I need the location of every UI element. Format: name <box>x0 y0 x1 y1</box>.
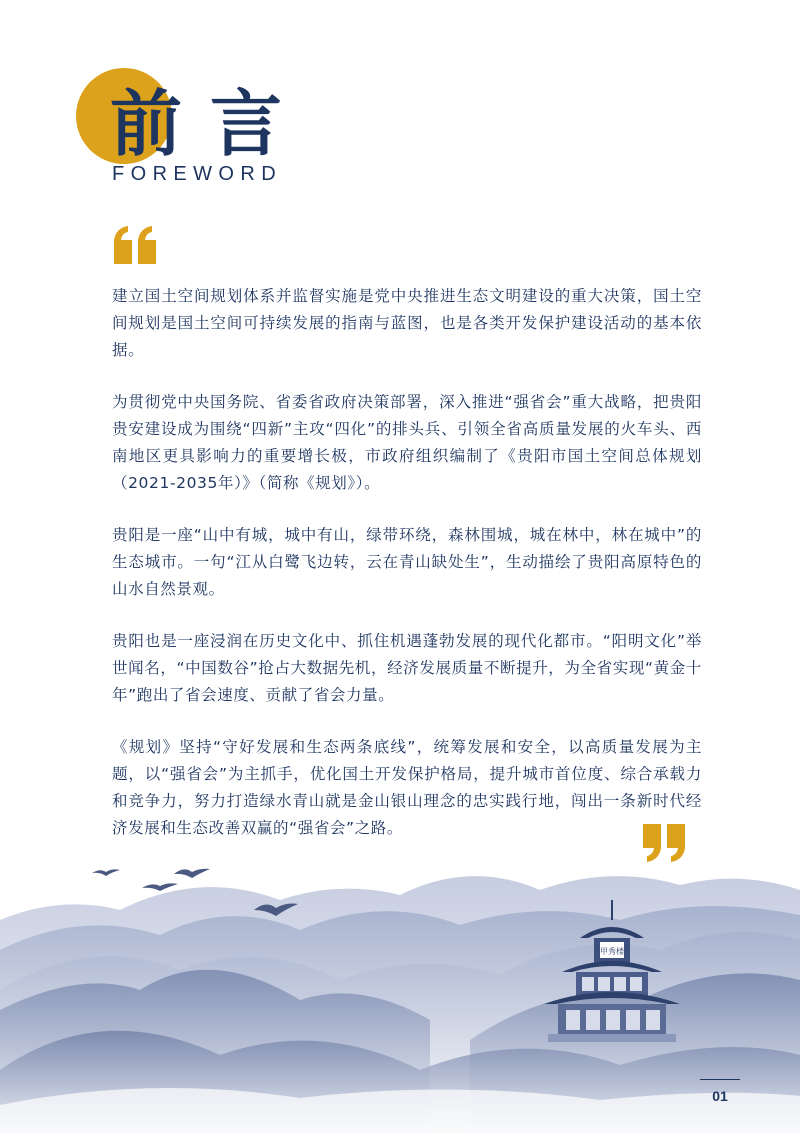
title-block <box>0 0 800 200</box>
paragraph: 贵阳是一座“山中有城，城中有山，绿带环绕，森林围城，城在林中，林在城中”的生态城市。一句“江从白鹭飞边转，云在青山缺处生”，生动描绘了贵阳高原特色的山水自然景观。 <box>112 526 702 598</box>
pavilion-sign: 甲秀楼 <box>600 947 624 956</box>
paragraph: 《规划》坚持“守好发展和生态两条底线”，统筹发展和安全，以高质量发展为主题，以“强省会”为主抓手，优化国土开发保护格局，提升城市首位度、综合承载力和竞争力，努力打造绿水青山就是金山银山理念的忠实践行地，闯出一条新时代经济发展和生态改善双赢的“强省会”之路。 <box>112 738 702 837</box>
mountain-landscape-illustration <box>0 840 800 1134</box>
paragraph: 建立国土空间规划体系并监督实施是党中央推进生态文明建设的重大决策，国土空间规划是国土空间可持续发展的指南与蓝图，也是各类开发保护建设活动的基本依据。 <box>112 287 702 359</box>
page-subtitle: FOREWORD <box>112 163 283 185</box>
paragraph: 贵阳也是一座浸润在历史文化中、抓住机遇蓬勃发展的现代化都市。“阳明文化”举世闻名，“中国数谷”抢占大数据先机，经济发展质量不断提升，为全省实现“黄金十年”跑出了省会速度、贡献了省会力量。 <box>112 632 702 704</box>
page-number: 01 <box>700 1079 740 1104</box>
foreword-body <box>112 283 702 867</box>
open-quote-icon <box>112 226 160 266</box>
paragraph: 为贯彻党中央国务院、省委省政府决策部署，深入推进“强省会”重大战略，把贵阳贵安建设成为围绕“四新”主攻“四化”的排头兵、引领全省高质量发展的火车头、西南地区更具影响力的重要增长极，市政府组织编制了《贵阳市国土空间总体规划（2021-2035年）》（简称《规划》）。 <box>112 393 702 492</box>
page-title: 前言 <box>110 81 311 166</box>
